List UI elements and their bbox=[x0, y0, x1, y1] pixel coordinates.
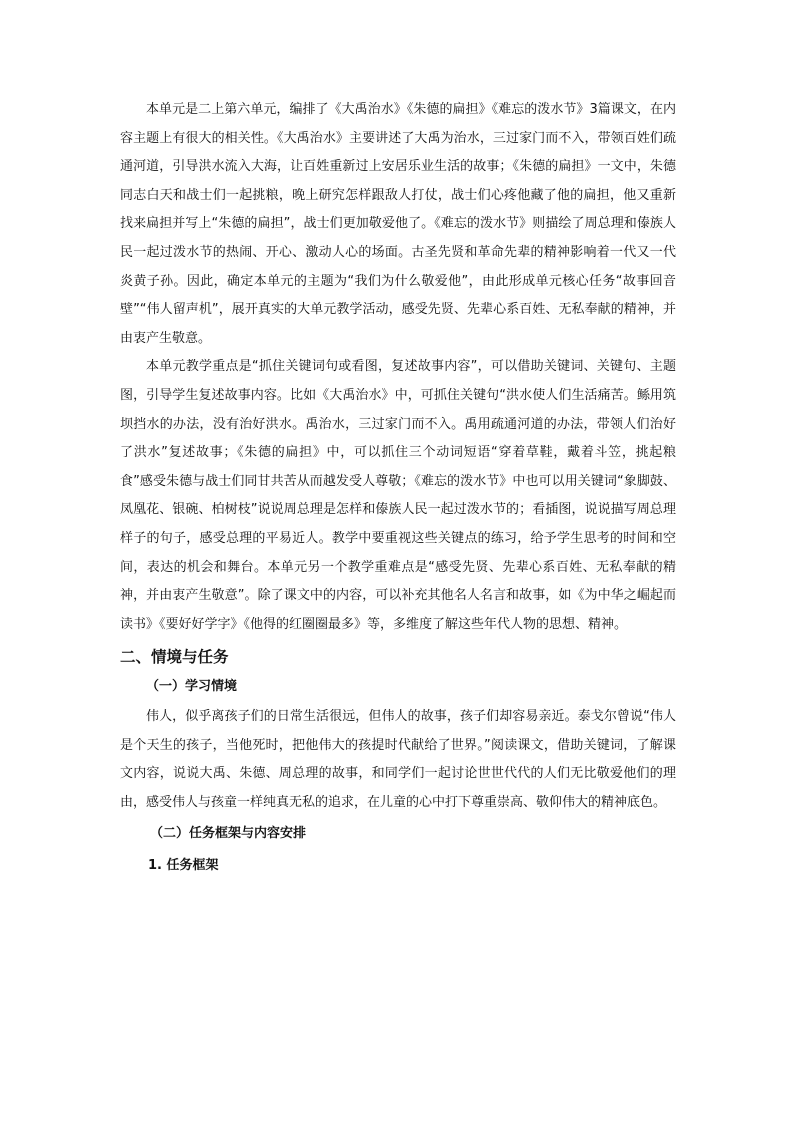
paragraph-learning-situation: 伟人，似乎离孩子们的日常生活很远，但伟人的故事，孩子们却容易亲近。泰戈尔曾说“伟人是个天生的孩子，当他死时，把他伟大的孩提时代献给了世界。”阅读课文，借助关键词，了解课文内容，说说大禹、朱德、周总理的故事，和同学们一起讨论世世代代的人们无比敬爱他们的理由，感受伟人与孩童一样纯真无私的追求，在儿童的心中打下尊重崇高、敬仰伟大的精神底色。 bbox=[120, 709, 676, 811]
document-body bbox=[120, 96, 676, 882]
subsection-heading-task-framework: （二）任务框架与内容安排 bbox=[150, 825, 307, 841]
section-heading-situation-task: 二、情境与任务 bbox=[120, 648, 229, 667]
subsection-heading-learning-situation: （一）学习情境 bbox=[146, 679, 238, 695]
subsubsection-heading-framework: 1. 任务框架 bbox=[148, 857, 219, 873]
paragraph-teaching-focus: 本单元教学重点是“抓住关键词句或看图，复述故事内容”，可以借助关键词、关键句、主题图，引导学生复述故事内容。比如《大禹治水》中，可抓住关键句“洪水使人们生活痛苦。鲧用筑坝挡水的办法，没有治好洪水。禹治水，三过家门而不入。禹用疏通河道的办法，带领人们治好了洪水”复述故事；《朱德的扁担》中，可以抓住三个动词短语“穿着草鞋，戴着斗笠，挑起粮食”感受朱德与战士们同甘共苦从而越发受人尊敬；《难忘的泼水节》中也可以用关键词“象脚鼓、凤凰花、银碗、柏树枝”说说周总理是怎样和傣族人民一起过泼水节的；看插图，说说描写周总理样子的句子，感受总理的平易近人。教学中要重视这些关键点的练习，给予学生思考的时间和空间，表达的机会和舞台。本单元另一个教学重难点是“感受先贤、先辈心系百姓、无私奉献的精神，并由衷产生敬意”。除了课文中的内容，可以补充其他名人名言和故事，如《为中华之崛起而读书》《要好好学字》《他得的红圈圈最多》等，多维度了解这些年代人物的思想、精神。 bbox=[120, 359, 676, 632]
paragraph-unit-overview: 本单元是二上第六单元，编排了《大禹治水》《朱德的扁担》《难忘的泼水节》3篇课文，在内容主题上有很大的相关性。《大禹治水》主要讲述了大禹为治水，三过家门而不入，带领百姓们疏通河道，引导洪水流入大海，让百姓重新过上安居乐业生活的故事；《朱德的扁担》一文中，朱德同志白天和战士们一起挑粮，晚上研究怎样跟敌人打仗，战士们心疼他藏了他的扁担，他又重新找来扁担并写上“朱德的扁担”，战士们更加敬爱他了。《难忘的泼水节》则描绘了周总理和傣族人民一起过泼水节的热闹、开心、激动人心的场面。古圣先贤和革命先辈的精神影响着一代又一代炎黄子孙。因此，确定本单元的主题为“我们为什么敬爱他”，由此形成单元核心任务“故事回音壁”“伟人留声机”，展开真实的大单元教学活动，感受先贤、先辈心系百姓、无私奉献的精神，并由衷产生敬意。 bbox=[120, 102, 676, 346]
